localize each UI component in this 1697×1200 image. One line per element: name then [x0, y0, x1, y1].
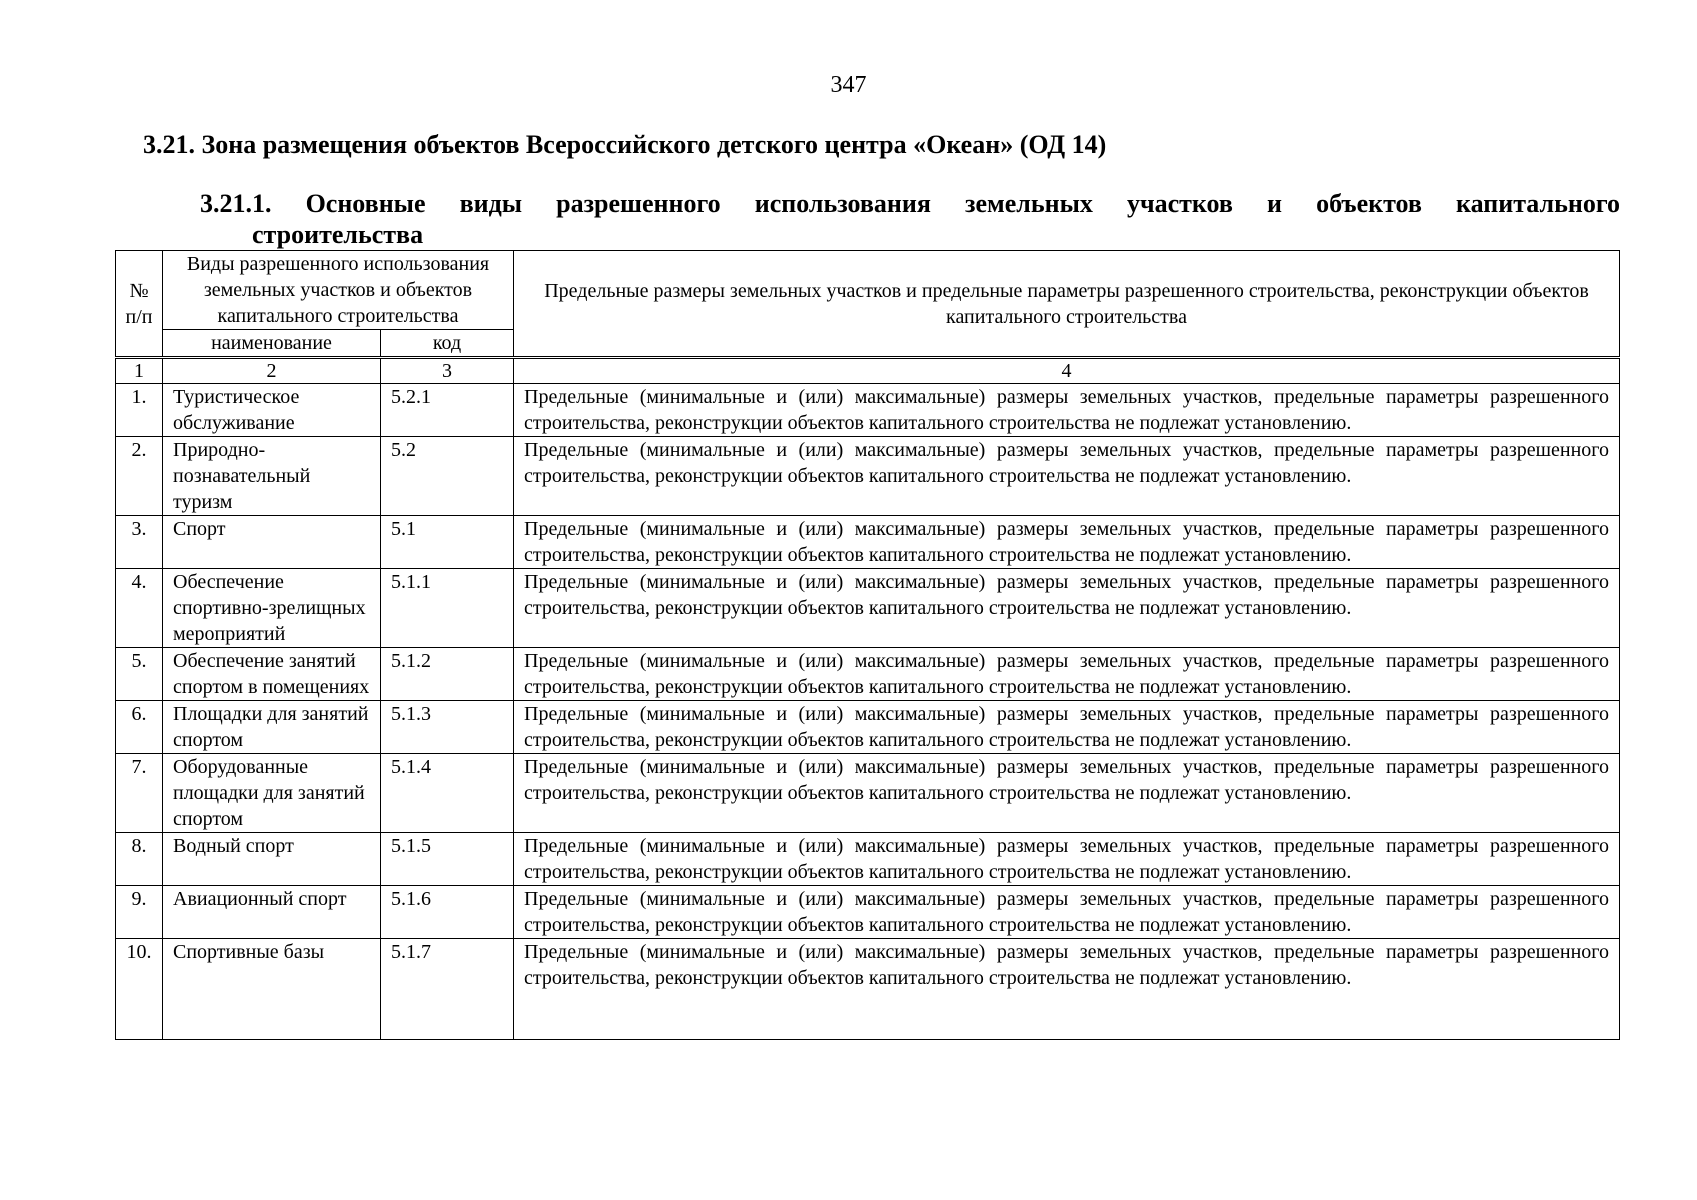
- use-name: Спорт: [163, 516, 381, 569]
- subsection-word: использования: [754, 189, 931, 218]
- subsection-heading: [200, 188, 1620, 250]
- use-parameters: Предельные (минимальные и (или) максимальные) размеры земельных участков, предельные параметры разрешенного строительства, реконструкции объектов капитального строительства не подлежат установлению.: [514, 384, 1620, 437]
- use-code: 5.1.3: [381, 701, 514, 754]
- header-parameters: Предельные размеры земельных участков и предельные параметры разрешенного строительства, реконструкции объектов капитального строительства: [514, 251, 1620, 358]
- subsection-word: объектов: [1316, 189, 1422, 218]
- header-code: код: [381, 330, 514, 358]
- use-name: Обеспечение занятий спортом в помещениях: [163, 648, 381, 701]
- row-number: 3.: [116, 516, 163, 569]
- use-parameters: Предельные (минимальные и (или) максимальные) размеры земельных участков, предельные параметры разрешенного строительства, реконструкции объектов капитального строительства не подлежат установлению.: [514, 886, 1620, 939]
- subsection-word: Основные: [305, 189, 426, 218]
- use-code: 5.1.6: [381, 886, 514, 939]
- subsection-word: капитального: [1455, 189, 1620, 218]
- header-name: наименование: [163, 330, 381, 358]
- table-row: [116, 384, 1620, 437]
- table-row: [116, 754, 1620, 833]
- column-number: 1: [116, 358, 163, 384]
- row-number: 2.: [116, 437, 163, 516]
- use-name: Природно-познавательный туризм: [163, 437, 381, 516]
- use-parameters: Предельные (минимальные и (или) максимальные) размеры земельных участков, предельные параметры разрешенного строительства, реконструкции объектов капитального строительства не подлежат установлению.: [514, 516, 1620, 569]
- use-code: 5.1: [381, 516, 514, 569]
- table-row: [116, 701, 1620, 754]
- use-parameters: Предельные (минимальные и (или) максимальные) размеры земельных участков, предельные параметры разрешенного строительства, реконструкции объектов капитального строительства не подлежат установлению.: [514, 939, 1620, 1040]
- use-code: 5.1.7: [381, 939, 514, 1040]
- row-number: 10.: [116, 939, 163, 1040]
- table-row: [116, 833, 1620, 886]
- table-row: [116, 939, 1620, 1040]
- row-number: 6.: [116, 701, 163, 754]
- column-number: 4: [514, 358, 1620, 384]
- row-number: 4.: [116, 569, 163, 648]
- header-number: № п/п: [116, 251, 163, 358]
- subsection-word: и: [1267, 189, 1282, 218]
- use-parameters: Предельные (минимальные и (или) максимальные) размеры земельных участков, предельные параметры разрешенного строительства, реконструкции объектов капитального строительства не подлежат установлению.: [514, 569, 1620, 648]
- use-parameters: Предельные (минимальные и (или) максимальные) размеры земельных участков, предельные параметры разрешенного строительства, реконструкции объектов капитального строительства не подлежат установлению.: [514, 833, 1620, 886]
- use-name: Авиационный спорт: [163, 886, 381, 939]
- subsection-word: участков: [1126, 189, 1233, 218]
- table-row: [116, 569, 1620, 648]
- row-number: 7.: [116, 754, 163, 833]
- subsection-title-line-1: [200, 188, 1620, 219]
- row-number: 9.: [116, 886, 163, 939]
- row-number: 5.: [116, 648, 163, 701]
- use-parameters: Предельные (минимальные и (или) максимальные) размеры земельных участков, предельные параметры разрешенного строительства, реконструкции объектов капитального строительства не подлежат установлению.: [514, 437, 1620, 516]
- column-number: 2: [163, 358, 381, 384]
- use-name: Спортивные базы: [163, 939, 381, 1040]
- header-use-types: Виды разрешенного использования земельных участков и объектов капитального строительства: [163, 251, 514, 330]
- page-number: 347: [830, 72, 867, 98]
- section-title: 3.21. Зона размещения объектов Всероссийского детского центра «Океан» (ОД 14): [143, 130, 1107, 159]
- table-row: [116, 648, 1620, 701]
- use-parameters: Предельные (минимальные и (или) максимальные) размеры земельных участков, предельные параметры разрешенного строительства, реконструкции объектов капитального строительства не подлежат установлению.: [514, 754, 1620, 833]
- subsection-title-line-2: строительства: [252, 220, 424, 249]
- use-code: 5.1.1: [381, 569, 514, 648]
- use-code: 5.1.4: [381, 754, 514, 833]
- column-numbers-row: [116, 358, 1620, 384]
- use-code: 5.1.2: [381, 648, 514, 701]
- row-number: 1.: [116, 384, 163, 437]
- use-name: Оборудованные площадки для занятий спортом: [163, 754, 381, 833]
- table-row: [116, 886, 1620, 939]
- use-parameters: Предельные (минимальные и (или) максимальные) размеры земельных участков, предельные параметры разрешенного строительства, реконструкции объектов капитального строительства не подлежат установлению.: [514, 701, 1620, 754]
- subsection-word: виды: [459, 189, 523, 218]
- use-code: 5.2: [381, 437, 514, 516]
- subsection-word: разрешенного: [556, 189, 721, 218]
- use-code: 5.2.1: [381, 384, 514, 437]
- use-name: Обеспечение спортивно-зрелищных мероприятий: [163, 569, 381, 648]
- use-name: Площадки для занятий спортом: [163, 701, 381, 754]
- use-name: Туристическое обслуживание: [163, 384, 381, 437]
- use-name: Водный спорт: [163, 833, 381, 886]
- table-row: [116, 516, 1620, 569]
- subsection-word: земельных: [965, 189, 1093, 218]
- use-code: 5.1.5: [381, 833, 514, 886]
- row-number: 8.: [116, 833, 163, 886]
- column-number: 3: [381, 358, 514, 384]
- subsection-number: 3.21.1.: [200, 189, 272, 218]
- use-parameters: Предельные (минимальные и (или) максимальные) размеры земельных участков, предельные параметры разрешенного строительства, реконструкции объектов капитального строительства не подлежат установлению.: [514, 648, 1620, 701]
- land-use-table: [115, 250, 1620, 1040]
- table-row: [116, 437, 1620, 516]
